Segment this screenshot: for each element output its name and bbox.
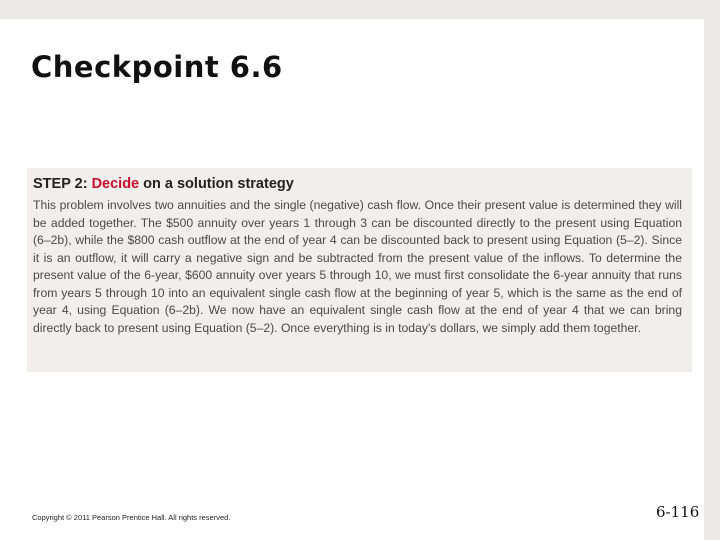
slide-title: Checkpoint 6.6: [31, 50, 283, 84]
step-heading-prefix: STEP 2:: [33, 176, 92, 192]
step-body-text: This problem involves two annuities and the single (negative) cash flow. Once their present value is determined they will be added together. The $500 annuity over years 1 through 3 can be discounted directly to the present using Equation (6–2b), while the $800 cash outflow at the end of year 4 can be discounted back to present using Equation (5–2). Since it is an outflow, it will carry a negative sign and be subtracted from the present value of the inflows. To determine the present value of the 6-year, $600 annuity over years 5 through 10, we must first consolidate the 6-year annuity that runs from years 5 through 10 into an equivalent single cash flow at the beginning of year 5, which is the same as the end of year 4, using Equation (6–2b). We now have an equivalent single cash flow at the end of year 4 that we can bring directly back to present using Equation (5–2). Once everything is in today's dollars, we simply add them together.: [33, 198, 682, 335]
step-heading: [33, 176, 682, 192]
page-number: 6-116: [656, 503, 700, 521]
step-heading-suffix: on a solution strategy: [139, 176, 294, 192]
copyright-notice: Copyright © 2011 Pearson Prentice Hall. All rights reserved.: [32, 513, 231, 522]
step-box: [27, 168, 692, 372]
right-decorative-band: [704, 0, 720, 540]
top-decorative-band: [0, 0, 720, 19]
step-heading-keyword: Decide: [91, 176, 140, 192]
